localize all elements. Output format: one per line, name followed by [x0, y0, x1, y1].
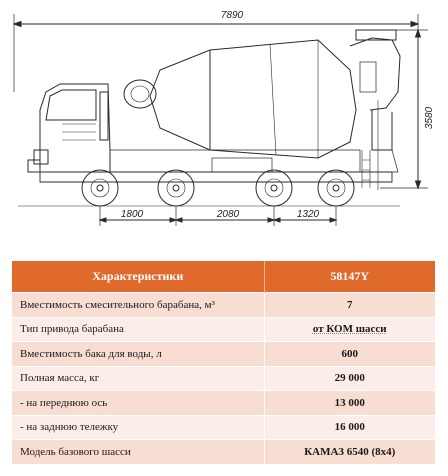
row-name: Модель базового шасси — [12, 440, 264, 464]
table-row — [12, 317, 435, 342]
height-label: 3580 — [424, 106, 435, 130]
table-row — [12, 440, 435, 464]
specs-table — [12, 261, 435, 464]
row-value: 29 000 — [264, 366, 435, 391]
table-row — [12, 293, 435, 318]
table-row — [12, 391, 435, 416]
row-value: 7 — [264, 293, 435, 318]
row-name: Полная масса, кг — [12, 366, 264, 391]
row-value: 13 000 — [264, 391, 435, 416]
mixer-drum-shape — [124, 40, 356, 158]
row-name: Тип привода барабана — [12, 317, 264, 342]
table-header-row — [12, 261, 435, 293]
row-name: - на переднюю ось — [12, 391, 264, 416]
hopper — [350, 30, 400, 190]
header-model: 58147Y — [264, 261, 435, 293]
dim-front-label: 1800 — [120, 209, 144, 220]
row-value: КАМАЗ 6540 (8х4) — [264, 440, 435, 464]
row-value: 16 000 — [264, 415, 435, 440]
row-name: Вместимость смесительного барабана, м³ — [12, 293, 264, 318]
header-characteristics: Характеристики — [12, 261, 264, 293]
table-row — [12, 366, 435, 391]
row-value-text: от КОМ шасси — [312, 323, 387, 336]
row-value: 600 — [264, 342, 435, 367]
row-name: Вместимость бака для воды, л — [12, 342, 264, 367]
dim-middle-label: 2080 — [216, 209, 240, 220]
cab — [28, 84, 110, 172]
overall-length-label: 7890 — [220, 10, 244, 21]
row-name: - на заднюю тележку — [12, 415, 264, 440]
table-row — [12, 342, 435, 367]
wheels — [82, 170, 354, 206]
row-value — [264, 317, 435, 342]
table-row — [12, 415, 435, 440]
dim-rear-label: 1320 — [296, 209, 320, 220]
